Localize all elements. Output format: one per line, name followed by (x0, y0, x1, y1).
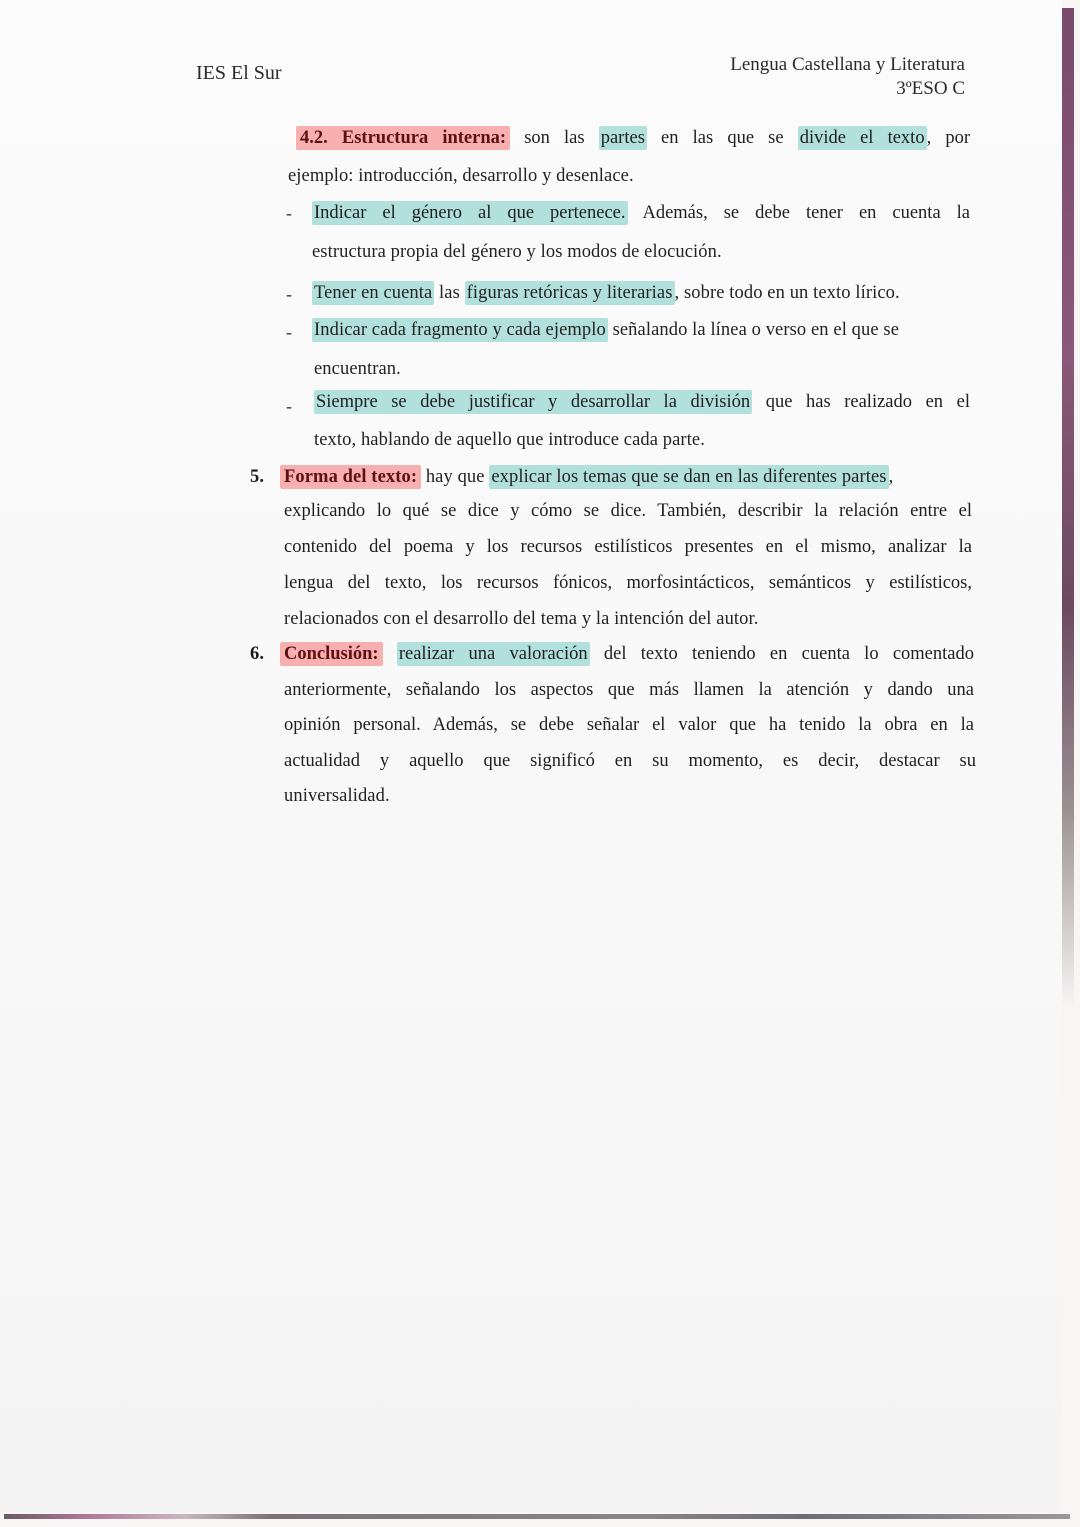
bullet-dash: - (286, 322, 292, 342)
section-6-line-3: opinión personal. Además, se debe señalar el valor que ha tenido la obra en la (284, 715, 974, 735)
section-5-line-5: relacionados con el desarrollo del tema y la intención del autor. (284, 609, 759, 629)
keyword-highlight: realizar una valoración (398, 644, 588, 664)
course-name: 3ºESO C (896, 78, 965, 99)
bullet-2-line-1 (312, 283, 900, 304)
bullet-3-line-1 (312, 320, 899, 341)
section-5-line-3: contenido del poema y los recursos estilísticos presentes en el mismo, analizar la (284, 537, 972, 557)
keyword-highlight: explicar los temas que se dan en las diferentes partes (491, 467, 887, 487)
section-6-line-2: anteriormente, señalando los aspectos que más llamen la atención y dando una (284, 680, 974, 700)
text-span: , sobre todo en un texto lírico. (674, 283, 900, 303)
page-edge-bottom (4, 1514, 1070, 1519)
section-6-line-5: universalidad. (284, 786, 390, 806)
section-5-number: 5. (250, 467, 265, 487)
text-span: son las (510, 128, 599, 148)
text-span: , por (926, 128, 970, 148)
school-name: IES El Sur (196, 62, 282, 84)
text-span: del texto teniendo en cuenta lo comentado (589, 644, 974, 664)
header-right (730, 53, 965, 101)
subject-name: Lengua Castellana y Literatura (730, 54, 965, 75)
section-5-heading: Forma del texto: (280, 465, 421, 489)
text-span: hay que (421, 467, 490, 487)
keyword-highlight: figuras retóricas y literarias (466, 283, 673, 303)
bullet-4-line-2: texto, hablando de aquello que introduce cada parte. (314, 430, 705, 450)
text-span: Además, se debe tener en cuenta la (627, 203, 970, 223)
section-5-line-2: explicando lo qué se dice y cómo se dice. También, describir la relación entre el (284, 501, 972, 521)
section-6-line-4: actualidad y aquello que significó en su momento, es decir, destacar su (284, 751, 976, 771)
text-span: señalando la línea o verso en el que se (607, 320, 899, 340)
section-4-2-line-1 (300, 128, 970, 149)
bullet-dash: - (286, 284, 292, 304)
keyword-highlight: divide el texto (799, 128, 925, 148)
bullet-dash: - (286, 396, 292, 416)
section-6-line-1 (284, 644, 974, 665)
text-span: que has realizado en el (752, 392, 970, 412)
keyword-highlight: Indicar cada fragmento y cada ejemplo (314, 320, 606, 340)
section-4-2-line-2: ejemplo: introducción, desarrollo y desenlace. (288, 166, 634, 186)
section-4-2-heading: 4.2. Estructura interna: (296, 126, 510, 150)
bullet-3-line-2: encuentran. (314, 359, 401, 379)
bullet-dash: - (286, 203, 292, 223)
keyword-highlight: Indicar el género al que pertenece. (314, 203, 626, 223)
section-6-heading: Conclusión: (280, 642, 383, 666)
text-span (383, 644, 397, 664)
text-span: en las que se (646, 128, 798, 148)
bullet-1-line-1 (312, 203, 970, 224)
keyword-highlight: partes (600, 128, 645, 148)
keyword-highlight: Siempre se debe justificar y desarrollar la división (316, 392, 751, 412)
text-span: , (888, 467, 894, 487)
text-span: las (434, 283, 465, 303)
bullet-4-line-1 (314, 392, 970, 413)
page-edge-right (1062, 8, 1074, 1008)
section-5-line-1 (284, 467, 893, 488)
section-6-number: 6. (250, 644, 265, 664)
keyword-highlight: Tener en cuenta (314, 283, 433, 303)
bullet-1-line-2: estructura propia del género y los modos de elocución. (312, 242, 722, 262)
section-5-line-4: lengua del texto, los recursos fónicos, morfosintácticos, semánticos y estilísticos, (284, 573, 972, 593)
